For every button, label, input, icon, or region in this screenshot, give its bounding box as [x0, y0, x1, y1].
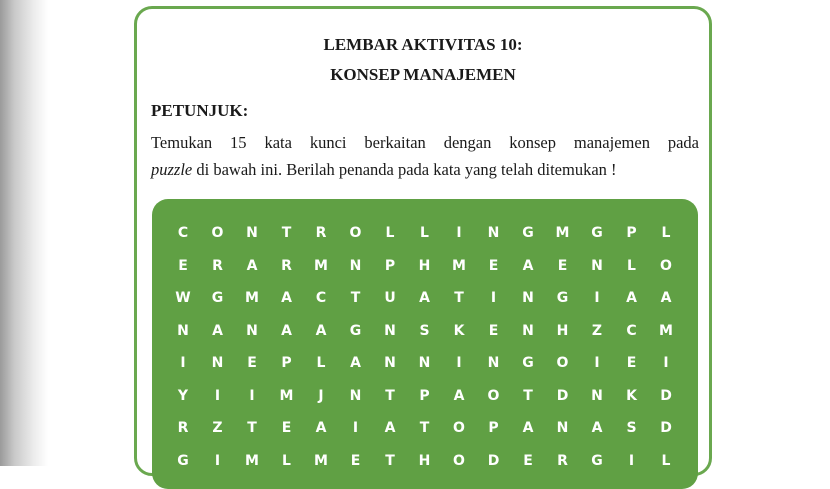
- grid-letter[interactable]: E: [247, 355, 257, 371]
- grid-letter[interactable]: I: [663, 355, 669, 371]
- grid-letter[interactable]: N: [591, 387, 603, 404]
- grid-letter[interactable]: E: [557, 257, 568, 274]
- grid-letter[interactable]: I: [490, 290, 497, 306]
- grid-letter[interactable]: E: [626, 355, 637, 371]
- activity-title: LEMBAR AKTIVITAS 10:: [323, 35, 523, 54]
- instructions-line-2-rest: di bawah ini. Berilah penanda pada kata yang telah ditemukan !: [192, 160, 617, 179]
- grid-letter[interactable]: O: [487, 387, 500, 404]
- grid-letter[interactable]: M: [245, 290, 259, 306]
- grid-letter[interactable]: M: [555, 225, 570, 241]
- grid-letter[interactable]: A: [281, 322, 292, 339]
- grid-letter[interactable]: A: [246, 257, 258, 274]
- grid-letter[interactable]: W: [175, 290, 191, 306]
- grid-letter[interactable]: N: [246, 225, 258, 241]
- grid-letter[interactable]: N: [522, 290, 534, 306]
- grid-letter[interactable]: I: [352, 420, 359, 436]
- grid-letter[interactable]: A: [212, 322, 223, 339]
- instructions-line-1: Temukan 15 kata kunci berkaitan dengan konsep manajemen pada: [151, 133, 699, 152]
- grid-letter[interactable]: O: [556, 355, 569, 371]
- grid-letter[interactable]: A: [660, 290, 672, 306]
- grid-letter[interactable]: Z: [212, 420, 223, 436]
- grid-letter[interactable]: L: [420, 225, 429, 241]
- grid-letter[interactable]: E: [281, 420, 292, 436]
- grid-letter[interactable]: R: [557, 452, 568, 469]
- grid-letter[interactable]: G: [349, 322, 362, 339]
- grid-letter[interactable]: N: [418, 355, 431, 371]
- grid-letter[interactable]: M: [245, 452, 259, 469]
- grid-letter[interactable]: M: [452, 257, 466, 274]
- grid-letter[interactable]: N: [522, 322, 534, 339]
- grid-letter[interactable]: L: [627, 257, 636, 274]
- grid-letter[interactable]: O: [211, 225, 224, 241]
- grid-row: [152, 225, 698, 257]
- grid-letter[interactable]: T: [247, 420, 257, 436]
- grid-letter[interactable]: I: [214, 452, 221, 469]
- grid-row: [152, 258, 698, 290]
- grid-letter[interactable]: N: [384, 355, 396, 371]
- grid-letter[interactable]: I: [456, 355, 462, 371]
- grid-letter[interactable]: D: [487, 452, 500, 469]
- grid-letter[interactable]: I: [456, 225, 462, 241]
- grid-letter[interactable]: L: [282, 452, 291, 469]
- grid-letter[interactable]: H: [418, 257, 431, 274]
- grid-letter[interactable]: A: [419, 290, 430, 306]
- grid-letter[interactable]: E: [488, 322, 499, 339]
- grid-letter[interactable]: H: [418, 452, 431, 469]
- grid-letter[interactable]: O: [349, 225, 362, 241]
- grid-letter[interactable]: A: [384, 420, 396, 436]
- grid-row: [152, 453, 698, 485]
- grid-letter[interactable]: I: [180, 355, 186, 371]
- grid-letter[interactable]: Z: [591, 322, 603, 339]
- grid-letter[interactable]: A: [281, 290, 292, 306]
- grid-letter[interactable]: L: [661, 452, 671, 469]
- grid-letter[interactable]: G: [211, 290, 224, 306]
- grid-letter[interactable]: A: [591, 420, 603, 436]
- grid-letter[interactable]: K: [626, 387, 637, 404]
- grid-letter[interactable]: N: [246, 322, 258, 339]
- grid-letter[interactable]: C: [315, 290, 327, 306]
- grid-letter[interactable]: R: [281, 257, 292, 274]
- grid-letter[interactable]: E: [488, 257, 499, 274]
- grid-letter[interactable]: N: [211, 355, 224, 371]
- grid-letter[interactable]: L: [316, 355, 326, 371]
- grid-letter[interactable]: T: [454, 290, 464, 306]
- grid-letter[interactable]: M: [314, 452, 328, 469]
- grid-letter[interactable]: G: [556, 290, 569, 306]
- grid-letter[interactable]: C: [626, 322, 637, 339]
- grid-letter[interactable]: T: [350, 290, 361, 306]
- grid-letter[interactable]: I: [628, 452, 635, 469]
- grid-row: [152, 420, 698, 452]
- grid-letter[interactable]: G: [522, 355, 534, 371]
- grid-row: [152, 388, 698, 420]
- grid-letter[interactable]: L: [661, 225, 671, 241]
- grid-letter[interactable]: D: [660, 420, 672, 436]
- grid-letter[interactable]: H: [556, 322, 569, 339]
- grid-letter[interactable]: Y: [177, 387, 189, 404]
- grid-letter[interactable]: N: [487, 355, 500, 371]
- grid-letter[interactable]: R: [315, 225, 327, 241]
- grid-letter[interactable]: E: [178, 257, 188, 274]
- grid-letter[interactable]: G: [177, 452, 189, 469]
- grid-letter[interactable]: T: [385, 452, 395, 469]
- grid-letter[interactable]: J: [318, 387, 324, 404]
- grid-letter[interactable]: A: [522, 257, 534, 274]
- grid-letter[interactable]: K: [453, 322, 465, 339]
- grid-letter[interactable]: U: [384, 290, 396, 306]
- grid-letter[interactable]: N: [556, 420, 569, 436]
- grid-letter[interactable]: M: [659, 322, 673, 339]
- instructions-italic-word: puzzle: [151, 160, 193, 179]
- grid-letter[interactable]: T: [281, 225, 292, 241]
- grid-letter[interactable]: G: [591, 225, 603, 241]
- grid-letter[interactable]: D: [660, 387, 672, 404]
- activity-subtitle: KONSEP MANAJEMEN: [330, 65, 516, 84]
- grid-letter[interactable]: N: [177, 322, 189, 339]
- grid-letter[interactable]: N: [349, 387, 362, 404]
- grid-letter[interactable]: P: [419, 387, 430, 404]
- grid-letter[interactable]: P: [281, 355, 292, 371]
- grid-letter[interactable]: G: [522, 225, 534, 241]
- grid-letter[interactable]: S: [626, 420, 637, 436]
- grid-letter[interactable]: I: [594, 355, 600, 371]
- grid-row: [152, 290, 698, 322]
- grid-letter[interactable]: C: [177, 225, 189, 241]
- grid-letter[interactable]: O: [660, 257, 672, 274]
- grid-letter[interactable]: R: [177, 420, 189, 436]
- instructions-line-2: [151, 156, 699, 183]
- grid-letter[interactable]: A: [315, 420, 327, 436]
- grid-letter[interactable]: T: [523, 387, 533, 404]
- page-edge-shadow: [0, 0, 48, 466]
- grid-letter[interactable]: I: [594, 290, 600, 306]
- grid-letter[interactable]: A: [626, 290, 637, 306]
- grid-letter[interactable]: M: [279, 387, 294, 404]
- grid-letter[interactable]: G: [591, 452, 603, 469]
- grid-letter[interactable]: N: [384, 322, 396, 339]
- grid-letter[interactable]: E: [523, 452, 533, 469]
- grid-row: [152, 323, 698, 355]
- grid-letter[interactable]: I: [249, 387, 255, 404]
- instructions-label: PETUNJUK:: [151, 101, 249, 120]
- grid-letter[interactable]: T: [419, 420, 430, 436]
- grid-letter[interactable]: T: [385, 387, 395, 404]
- grid-letter[interactable]: O: [453, 420, 465, 436]
- grid-letter[interactable]: A: [453, 387, 465, 404]
- grid-letter[interactable]: N: [591, 257, 603, 274]
- instructions-text: [151, 129, 699, 183]
- grid-row: [152, 355, 698, 387]
- grid-letter[interactable]: D: [556, 387, 569, 404]
- grid-letter[interactable]: A: [350, 355, 361, 371]
- activity-card: [134, 6, 712, 476]
- grid-letter[interactable]: E: [350, 452, 361, 469]
- grid-letter[interactable]: O: [453, 452, 465, 469]
- grid-letter[interactable]: A: [522, 420, 534, 436]
- grid-letter[interactable]: R: [212, 257, 223, 274]
- grid-letter[interactable]: N: [349, 257, 362, 274]
- grid-letter[interactable]: A: [315, 322, 327, 339]
- grid-letter[interactable]: P: [488, 420, 499, 436]
- grid-letter[interactable]: P: [384, 257, 396, 274]
- grid-letter[interactable]: P: [626, 225, 637, 241]
- grid-letter[interactable]: S: [419, 322, 430, 339]
- grid-letter[interactable]: M: [314, 257, 328, 274]
- grid-letter[interactable]: I: [214, 387, 221, 404]
- grid-letter[interactable]: L: [385, 225, 395, 241]
- grid-letter[interactable]: N: [487, 225, 500, 241]
- word-search-grid: [152, 199, 698, 489]
